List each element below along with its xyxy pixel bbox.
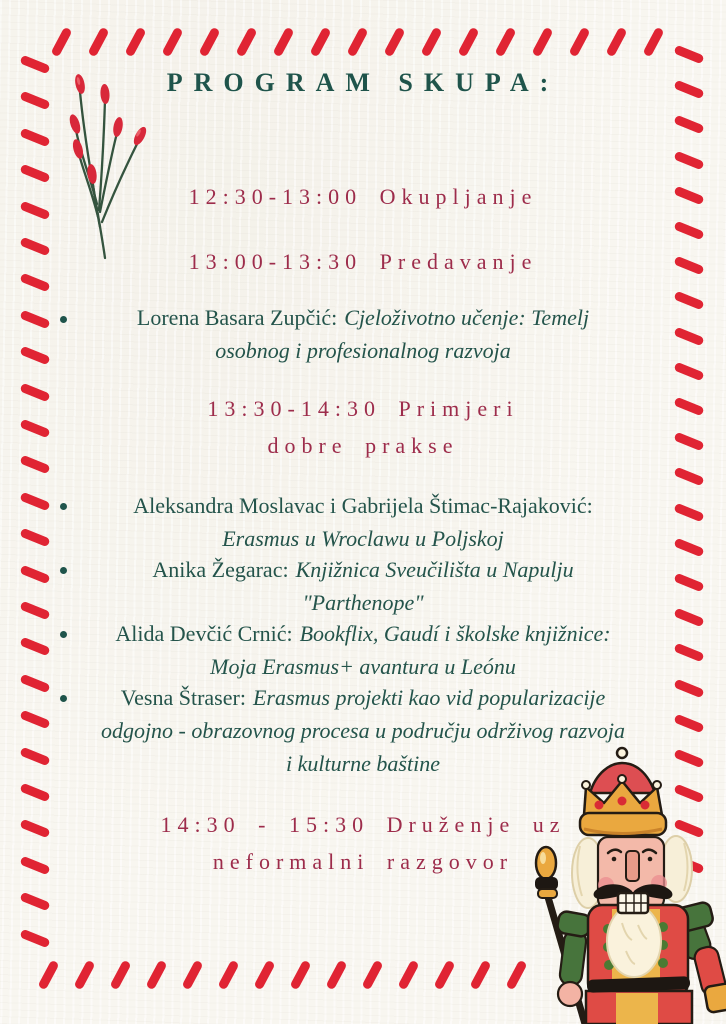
border-dash: [161, 27, 183, 58]
border-dash: [673, 467, 704, 487]
border-dash: [272, 27, 294, 58]
border-dash: [73, 960, 95, 991]
border-dash: [642, 27, 664, 58]
talk-item-alida: [40, 617, 686, 683]
border-dash: [109, 960, 131, 991]
speaker-name: Lorena Basara Zupčić:: [136, 305, 338, 330]
border-dash: [420, 27, 442, 58]
talk-item-lorena: [40, 301, 686, 367]
border-dash: [361, 960, 383, 991]
border-dash: [494, 27, 516, 58]
page-title: PROGRAM SKUPA:: [166, 68, 560, 97]
schedule-time-okupljanje: 12:30-13:00 Okupljanje: [188, 184, 538, 209]
border-dash: [145, 960, 167, 991]
crown: [580, 748, 666, 835]
talk-line: [40, 681, 686, 714]
border-dash: [457, 27, 479, 58]
talk-item-aleksandra: [40, 489, 686, 555]
border-dash: [673, 115, 704, 135]
talk-title: Bookflix, Gaudí i školske knjižnice:: [299, 621, 611, 646]
border-dash: [289, 960, 311, 991]
border-dash: [433, 960, 455, 991]
talk-item-anika: [40, 553, 686, 619]
talk-title: Erasmus u Wroclawu u Poljskoj: [222, 526, 504, 551]
border-dash: [19, 128, 50, 148]
talk-title-continued: "Parthenope": [302, 590, 424, 615]
border-dash: [19, 783, 50, 803]
border-dash: [531, 27, 553, 58]
talk-line: [40, 553, 686, 586]
border-dash: [469, 960, 491, 991]
talk-title-continued: i kulturne baštine: [286, 751, 440, 776]
border-dash: [19, 928, 50, 948]
border-dash: [325, 960, 347, 991]
border-dash: [568, 27, 590, 58]
border-dash: [124, 27, 146, 58]
border-dash: [87, 27, 109, 58]
border-dash: [253, 960, 275, 991]
border-dash: [217, 960, 239, 991]
border-dash: [673, 45, 704, 65]
talk-title: Knjižnica Sveučilišta u Napulju: [295, 557, 574, 582]
speaker-name: Anika Žegarac:: [152, 557, 289, 582]
speaker-name: Alida Devčić Crnić:: [115, 621, 293, 646]
speaker-name: Aleksandra Moslavac i Gabrijela Štimac-Rajaković:: [133, 493, 593, 518]
heading-line: 13:30-14:30 Primjeri: [207, 396, 519, 421]
border-dash: [235, 27, 257, 58]
border-dash: [19, 892, 50, 912]
talk-title: Erasmus projekti kao vid popularizacije: [252, 685, 606, 710]
border-dash: [505, 960, 527, 991]
border-dash: [346, 27, 368, 58]
talk-line: [40, 301, 686, 334]
nutcracker-illustration: [526, 741, 726, 1024]
heading-line: 14:30 - 15:30 Druženje uz: [160, 812, 566, 837]
talk-title-continued: odgojno - obrazovnog procesa u području održivog razvoja: [100, 718, 626, 743]
talk-line: [40, 617, 686, 650]
heading-line: dobre prakse: [267, 433, 459, 458]
border-dash: [673, 221, 704, 241]
border-dash: [181, 960, 203, 991]
heading-line: neformalni razgovor: [212, 849, 514, 874]
talk-title-continued: osobnog i profesionalnog razvoja: [215, 338, 511, 363]
border-dash: [50, 27, 72, 58]
schedule-time-primjeri: [40, 390, 686, 464]
border-dash: [198, 27, 220, 58]
speaker-name: Vesna Štraser:: [120, 685, 246, 710]
border-dash: [309, 27, 331, 58]
talk-title-continued: Moja Erasmus+ avantura u Leónu: [210, 654, 516, 679]
border-dash: [605, 27, 627, 58]
talk-title: Cjeloživotno učenje: Temelj: [344, 305, 590, 330]
border-dash: [673, 150, 704, 170]
border-dash: [37, 960, 59, 991]
border-dash: [397, 960, 419, 991]
border-dash: [383, 27, 405, 58]
schedule-time-predavanje: 13:00-13:30 Predavanje: [188, 249, 538, 274]
